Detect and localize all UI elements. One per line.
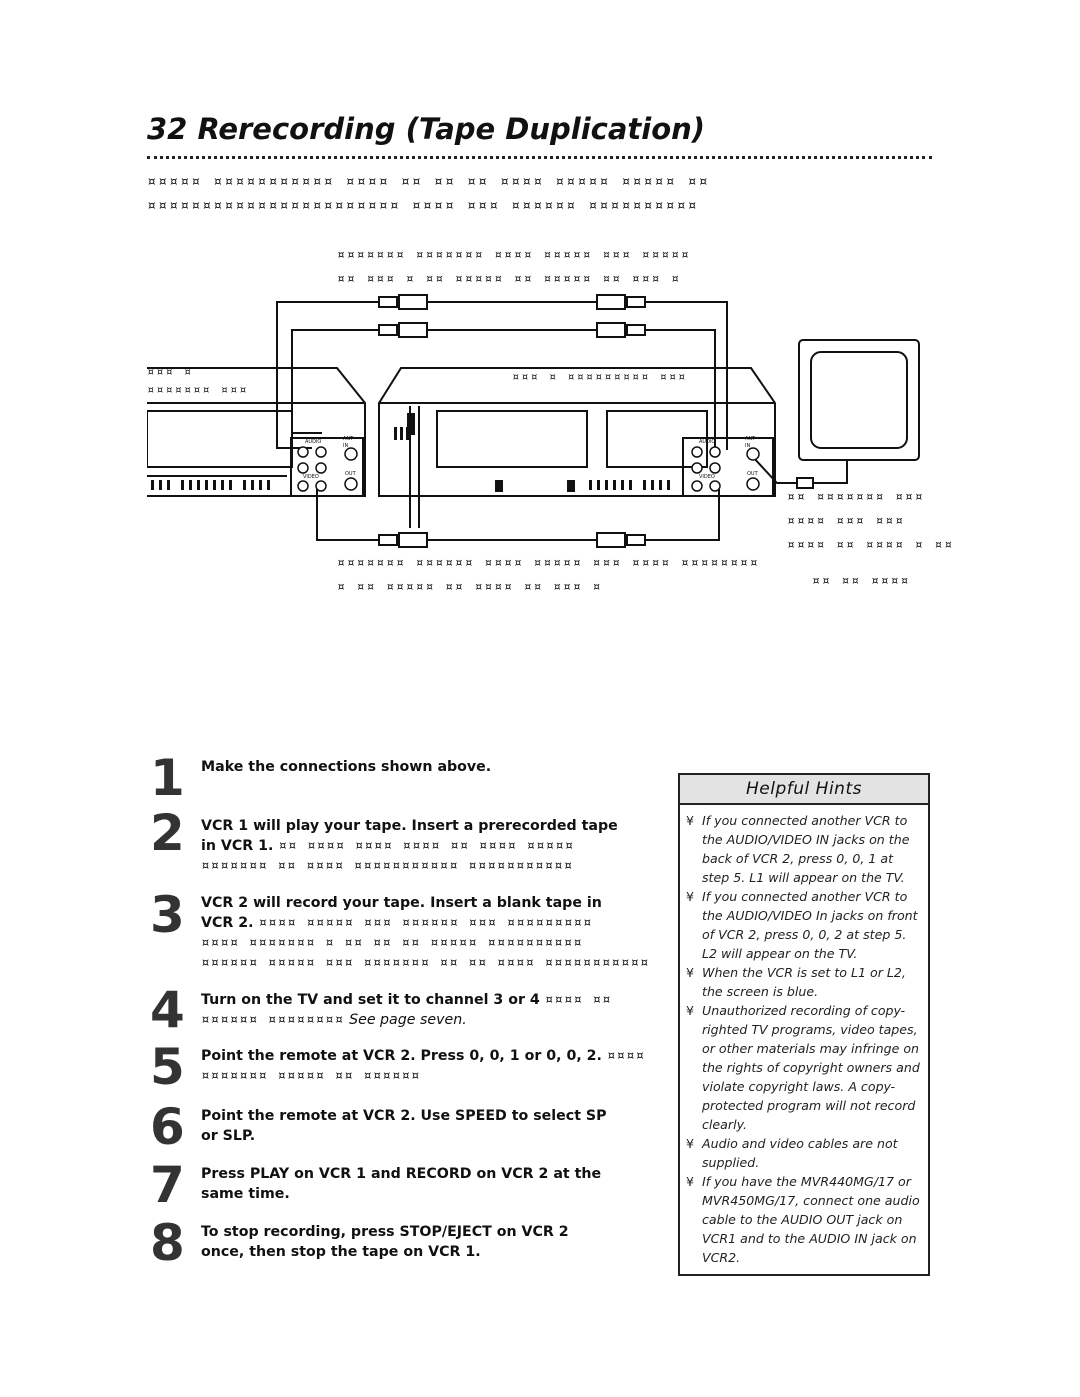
helpful-hints-box [678, 773, 930, 1276]
step-8-line-1: To stop recording, press STOP/EJECT on VCR 2 [201, 1224, 569, 1240]
hint-item [686, 811, 922, 887]
diagram-top-label-1: ¤¤¤¤¤¤¤ ¤¤¤¤¤¤¤ ¤¤¤¤ ¤¤¤¤¤ ¤¤¤ ¤¤¤¤¤ [337, 248, 691, 263]
step-3-garble-1: ¤¤¤¤ ¤¤¤¤¤ ¤¤¤ ¤¤¤¤¤¤ ¤¤¤ ¤¤¤¤¤¤¤¤¤ [258, 915, 593, 931]
step-8-text [201, 1222, 671, 1262]
tv-label-2: ¤¤¤¤ ¤¤¤ ¤¤¤ [787, 514, 905, 529]
page-title: 32 Rerecording (Tape Duplication) [147, 112, 706, 146]
diagram-bottom-label-2: ¤ ¤¤ ¤¤¤¤¤ ¤¤ ¤¤¤¤ ¤¤ ¤¤¤ ¤ [337, 580, 603, 595]
vcr2-jack-in-label: IN [745, 443, 751, 449]
step-1-text [201, 757, 671, 777]
intro-line-2: ¤¤¤¤¤¤¤¤¤¤¤¤¤¤¤¤¤¤¤¤¤¤¤ ¤¤¤¤ ¤¤¤ ¤¤¤¤¤¤ ¤¤¤¤¤¤¤¤¤¤ [147, 196, 699, 214]
step-5-garble-2: ¤¤¤¤¤¤¤ ¤¤¤¤¤ ¤¤ ¤¤¤¤¤¤ [201, 1068, 421, 1084]
hint-bullet: ¥ [686, 1136, 695, 1151]
step-3-line-2: VCR 2. [201, 915, 254, 931]
vcr2-jack-out-label: OUT [747, 471, 758, 477]
tv-label-1: ¤¤ ¤¤¤¤¤¤¤ ¤¤¤ [787, 490, 925, 505]
step-4-garble-2: ¤¤¤¤¤¤ ¤¤¤¤¤¤¤¤ [201, 1012, 345, 1028]
hint-text: Unauthorized recording of copy-righted TV programs, video tapes, or other materials may infringe on the rights of copyright owners and violate copyright laws. A copy-protected program will not record clearly. [702, 1003, 920, 1132]
vcr1-jack-in-label: IN [343, 443, 349, 449]
step-2-garble-2: ¤¤¤¤¤¤¤ ¤¤ ¤¤¤¤ ¤¤¤¤¤¤¤¤¤¤¤ ¤¤¤¤¤¤¤¤¤¤¤ [201, 858, 574, 874]
hint-item [686, 963, 922, 1001]
step-6-text [201, 1106, 671, 1146]
step-7-line-1: Press PLAY on VCR 1 and RECORD on VCR 2 at the [201, 1166, 602, 1182]
vcr1-jack-audio-label: AUDIO [305, 439, 322, 445]
step-5-text [201, 1046, 671, 1086]
step-number-2: 2 [150, 804, 185, 862]
hint-text: If you connected another VCR to the AUDIO/VIDEO IN jacks on the back of VCR 2, press 0, 0, 1 at step 5. L1 will appear on the TV. [702, 813, 910, 885]
step-7-line-2: same time. [201, 1186, 290, 1202]
intro-line-1: ¤¤¤¤¤ ¤¤¤¤¤¤¤¤¤¤¤ ¤¤¤¤ ¤¤ ¤¤ ¤¤ ¤¤¤¤ ¤¤¤¤¤ ¤¤¤¤¤ ¤¤ [147, 172, 710, 190]
hint-text: If you connected another VCR to the AUDIO/VIDEO In jacks on front of VCR 2, press 0, 0, 2 at step 5. L2 will appear on the TV. [702, 889, 918, 961]
hint-item [686, 887, 922, 963]
hint-text: If you have the MVR440MG/17 or MVR450MG/17, connect one audio cable to the AUDIO OUT jack on VCR1 and to the AUDIO IN jack on VCR2. [702, 1174, 920, 1265]
step-2-line-1: VCR 1 will play your tape. Insert a prerecorded tape [201, 818, 618, 834]
vcr1-label-1: ¤¤¤ ¤ [147, 365, 194, 379]
step-5-line-1: Point the remote at VCR 2. Press 0, 0, 1 or 0, 0, 2. [201, 1048, 602, 1064]
hint-item [686, 1172, 922, 1267]
step-number-6: 6 [150, 1098, 185, 1156]
step-3-garble-3: ¤¤¤¤¤¤ ¤¤¤¤¤ ¤¤¤ ¤¤¤¤¤¤¤ ¤¤ ¤¤ ¤¤¤¤ ¤¤¤¤¤¤¤¤¤¤¤ [201, 955, 650, 971]
vcr2-jack-audio-label: AUDIO [699, 439, 716, 445]
hint-text: When the VCR is set to L1 or L2, the screen is blue. [702, 965, 906, 999]
step-number-3: 3 [150, 886, 185, 944]
step-number-7: 7 [150, 1156, 185, 1214]
step-3-text [201, 893, 671, 973]
step-2-garble-1: ¤¤ ¤¤¤¤ ¤¤¤¤ ¤¤¤¤ ¤¤ ¤¤¤¤ ¤¤¤¤¤ [278, 838, 575, 854]
tv-label-4: ¤¤ ¤¤ ¤¤¤¤ [812, 574, 911, 589]
hint-item [686, 1134, 922, 1172]
step-number-8: 8 [150, 1214, 185, 1272]
step-7-text [201, 1164, 671, 1204]
vcr1-jack-ant-label: ANT [343, 436, 354, 442]
tv-body [799, 340, 919, 460]
step-number-1: 1 [150, 749, 185, 807]
diagram-bottom-label-1: ¤¤¤¤¤¤¤ ¤¤¤¤¤¤ ¤¤¤¤ ¤¤¤¤¤ ¤¤¤ ¤¤¤¤ ¤¤¤¤¤¤¤¤ [337, 556, 760, 571]
step-4-line-1: Turn on the TV and set it to channel 3 or 4 [201, 992, 540, 1008]
vcr1-jack-video-label: VIDEO [303, 474, 319, 480]
step-number-4: 4 [150, 981, 185, 1039]
vcr2-jack-video-label: VIDEO [699, 474, 715, 480]
step-4-text [201, 990, 671, 1030]
step-5-garble-1: ¤¤¤¤ [606, 1048, 646, 1064]
step-2-text [201, 816, 671, 876]
step-3-garble-2: ¤¤¤¤ ¤¤¤¤¤¤¤ ¤ ¤¤ ¤¤ ¤¤ ¤¤¤¤¤ ¤¤¤¤¤¤¤¤¤¤ [201, 935, 583, 951]
step-6-line-1: Point the remote at VCR 2. Use SPEED to select SP [201, 1108, 607, 1124]
tv-label-3: ¤¤¤¤ ¤¤ ¤¤¤¤ ¤ ¤¤ [787, 538, 955, 553]
step-4-page-ref: See page seven. [349, 1012, 467, 1028]
vcr2-jack-ant-label: ANT [745, 436, 756, 442]
step-8-line-2: once, then stop the tape on VCR 1. [201, 1244, 481, 1260]
hint-bullet: ¥ [686, 1003, 695, 1018]
step-3-line-1: VCR 2 will record your tape. Insert a blank tape in [201, 895, 602, 911]
vcr1-jack-out-label: OUT [345, 471, 356, 477]
step-2-line-2: in VCR 1. [201, 838, 274, 854]
hint-item [686, 1001, 922, 1134]
hint-bullet: ¥ [686, 965, 695, 980]
title-divider [147, 156, 932, 159]
step-1-line-1: Make the connections shown above. [201, 759, 492, 775]
diagram-top-label-2: ¤¤ ¤¤¤ ¤ ¤¤ ¤¤¤¤¤ ¤¤ ¤¤¤¤¤ ¤¤ ¤¤¤ ¤ [337, 272, 681, 287]
step-number-5: 5 [150, 1038, 185, 1096]
step-4-garble-1: ¤¤¤¤ ¤¤ [544, 992, 612, 1008]
step-6-line-2: or SLP. [201, 1128, 256, 1144]
hint-bullet: ¥ [686, 889, 695, 904]
diagram-drawing [147, 228, 932, 608]
hint-bullet: ¥ [686, 813, 695, 828]
vcr1-label-2: ¤¤¤¤¤¤¤ ¤¤¤ [147, 383, 249, 397]
hint-text: Audio and video cables are not supplied. [702, 1136, 898, 1170]
connection-diagram [147, 228, 955, 608]
vcr2-label: ¤¤¤ ¤ ¤¤¤¤¤¤¤¤¤ ¤¤¤ [512, 370, 688, 384]
hint-bullet: ¥ [686, 1174, 695, 1189]
helpful-hints-header: Helpful Hints [680, 775, 928, 805]
